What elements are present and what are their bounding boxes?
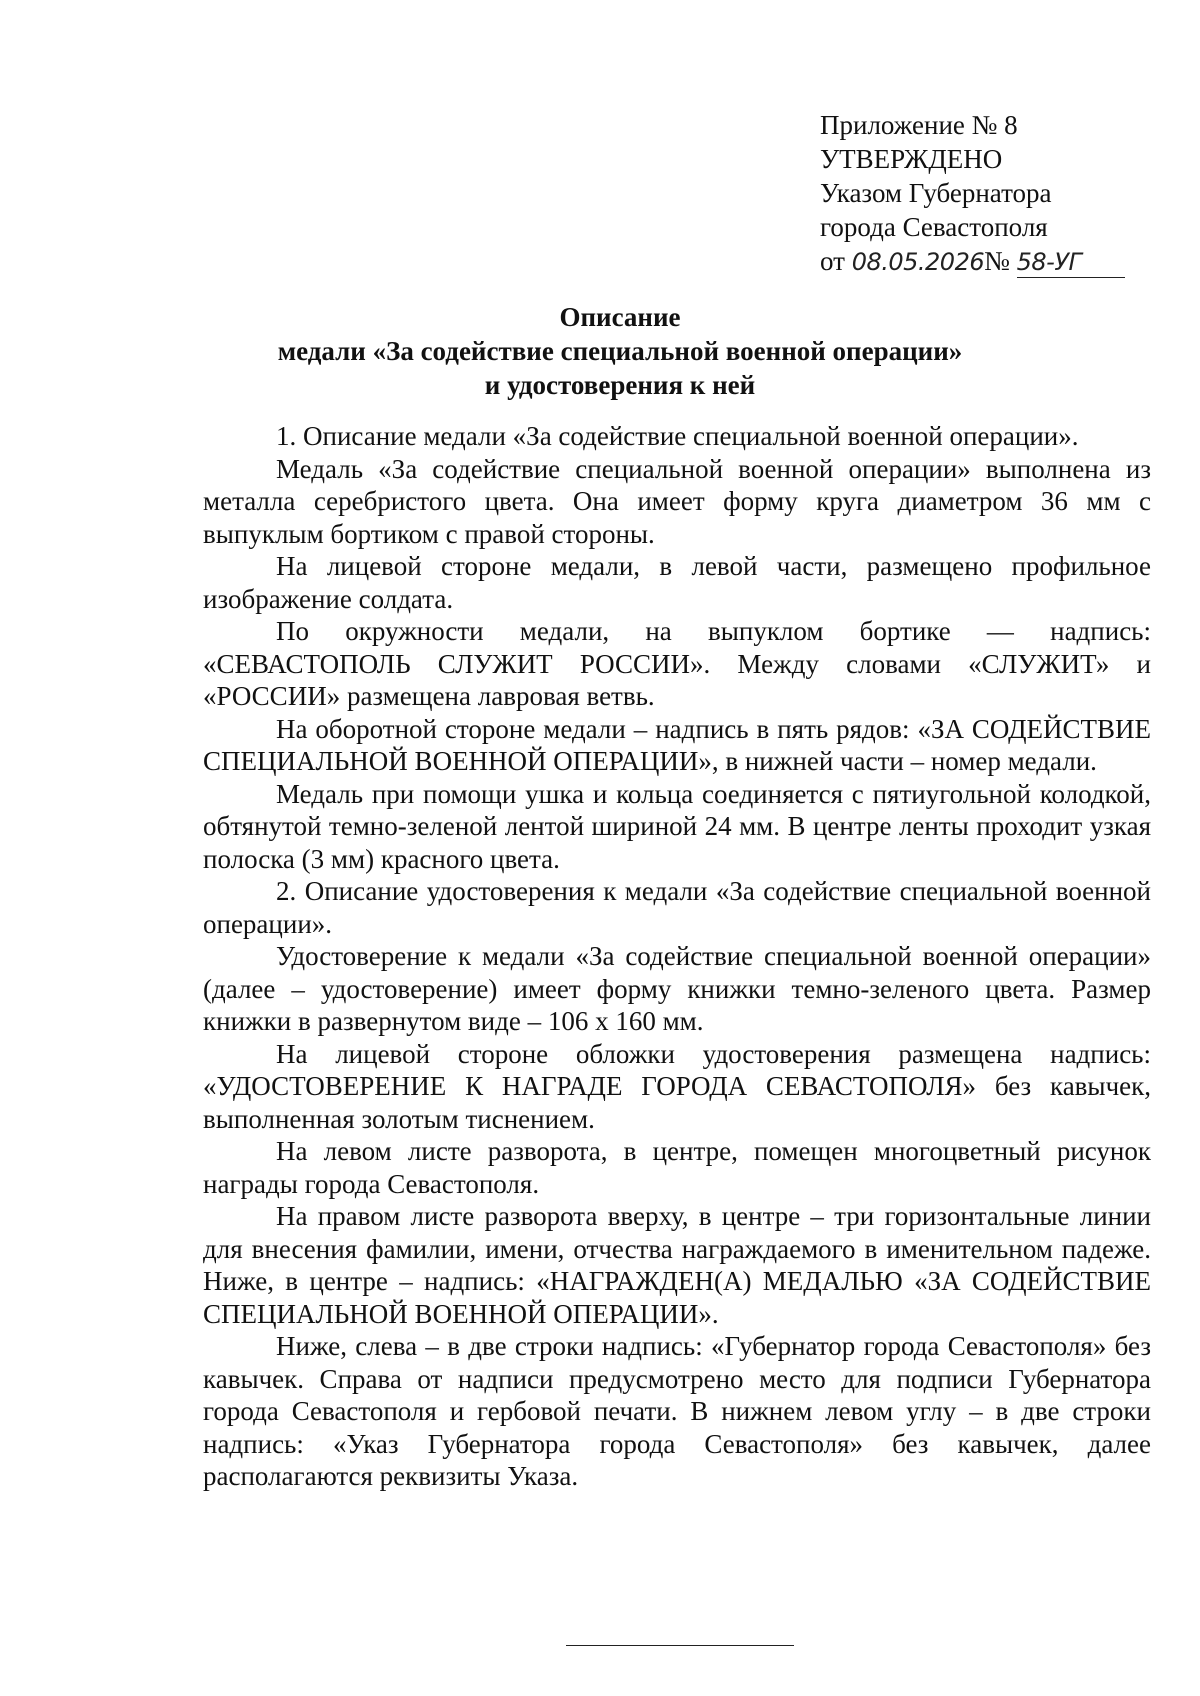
decree-label: Указом Губернатора xyxy=(820,178,1052,208)
number-prefix: № xyxy=(984,246,1010,276)
paragraph-certificate-signature: Ниже, слева – в две строки надпись: «Губернатор города Севастополя» без кавычек. Справа от надписи предусмотрено место для подписи Губернатора города Севастополя и гербовой печати. В нижнем левом углу – в две строки надпись: «Указ Губернатора города Севастополя» без кавычек, далее располагаются реквизиты Указа. xyxy=(203,1331,1151,1491)
end-separator-line xyxy=(566,1645,794,1646)
paragraph-medal-inscription: По окружности медали, на выпуклом бортике — надпись: «СЕВАСТОПОЛЬ СЛУЖИТ РОССИИ». Между словами «СЛУЖИТ» и «РОССИИ» размещена лавровая ветвь. xyxy=(203,616,1151,711)
city-label: города Севастополя xyxy=(820,212,1048,242)
paragraph-medal-obverse: На лицевой стороне медали, в левой части, размещено профильное изображение солдата. xyxy=(203,551,1151,614)
title-line-2: медали «За содействие специальной военной операции» xyxy=(277,336,963,366)
paragraph-certificate-heading: 2. Описание удостоверения к медали «За содействие специальной военной операции». xyxy=(203,876,1151,939)
approved-label: УТВЕРЖДЕНО xyxy=(820,144,1003,174)
handwritten-date: 08.05.2026 xyxy=(851,248,985,276)
paragraph-medal-material: Медаль «За содействие специальной военной операции» выполнена из металла серебристого цвета. Она имеет форму круга диаметром 36 мм с выпуклым бортиком с правой стороны. xyxy=(203,453,1151,549)
paragraph-certificate-left-page: На левом листе разворота, в центре, помещен многоцветный рисунок награды города Севастополя. xyxy=(203,1136,1151,1199)
paragraph-medal-ribbon: Медаль при помощи ушка и кольца соединяется с пятиугольной колодкой, обтянутой темно-зеленой лентой шириной 24 мм. В центре ленты проходит узкая полоска (3 мм) красного цвета. xyxy=(203,778,1151,874)
date-number-line xyxy=(820,244,1125,279)
approval-stamp-block xyxy=(820,108,1125,279)
date-prefix: от xyxy=(820,246,845,276)
number-underline xyxy=(1017,246,1125,278)
appendix-number: Приложение № 8 xyxy=(820,110,1018,140)
paragraph-medal-reverse: На оборотной стороне медали – надпись в пять рядов: «ЗА СОДЕЙСТВИЕ СПЕЦИАЛЬНОЙ ВОЕННОЙ ОПЕРАЦИИ», в нижней части – номер медали. xyxy=(203,713,1151,776)
paragraph-medal-heading: 1. Описание медали «За содействие специальной военной операции». xyxy=(276,421,1079,451)
paragraph-certificate-form: Удостоверение к медали «За содействие специальной военной операции» (далее – удостоверение) имеет форму книжки темно-зеленого цвета. Размер книжки в развернутом виде – 106 х 160 мм. xyxy=(203,941,1151,1036)
document-title xyxy=(200,300,1040,402)
paragraph-certificate-cover: На лицевой стороне обложки удостоверения размещена надпись: «УДОСТОВЕРЕНИЕ К НАГРАДЕ ГОРОДА СЕВАСТОПОЛЯ» без кавычек, выполненная золотым тиснением. xyxy=(203,1038,1151,1134)
title-line-3: и удостоверения к ней xyxy=(484,370,756,400)
paragraph-certificate-right-page: На правом листе разворота вверху, в центре – три горизонтальные линии для внесения фамилии, имени, отчества награждаемого в именительном падеже. Ниже, в центре – надпись: «НАГРАЖДЕН(А) МЕДАЛЬЮ «ЗА СОДЕЙСТВИЕ СПЕЦИАЛЬНОЙ ВОЕННОЙ ОПЕРАЦИИ». xyxy=(203,1201,1151,1329)
handwritten-number: 58-УГ xyxy=(1016,248,1082,276)
document-body xyxy=(203,420,1151,1493)
title-line-1: Описание xyxy=(559,302,681,332)
